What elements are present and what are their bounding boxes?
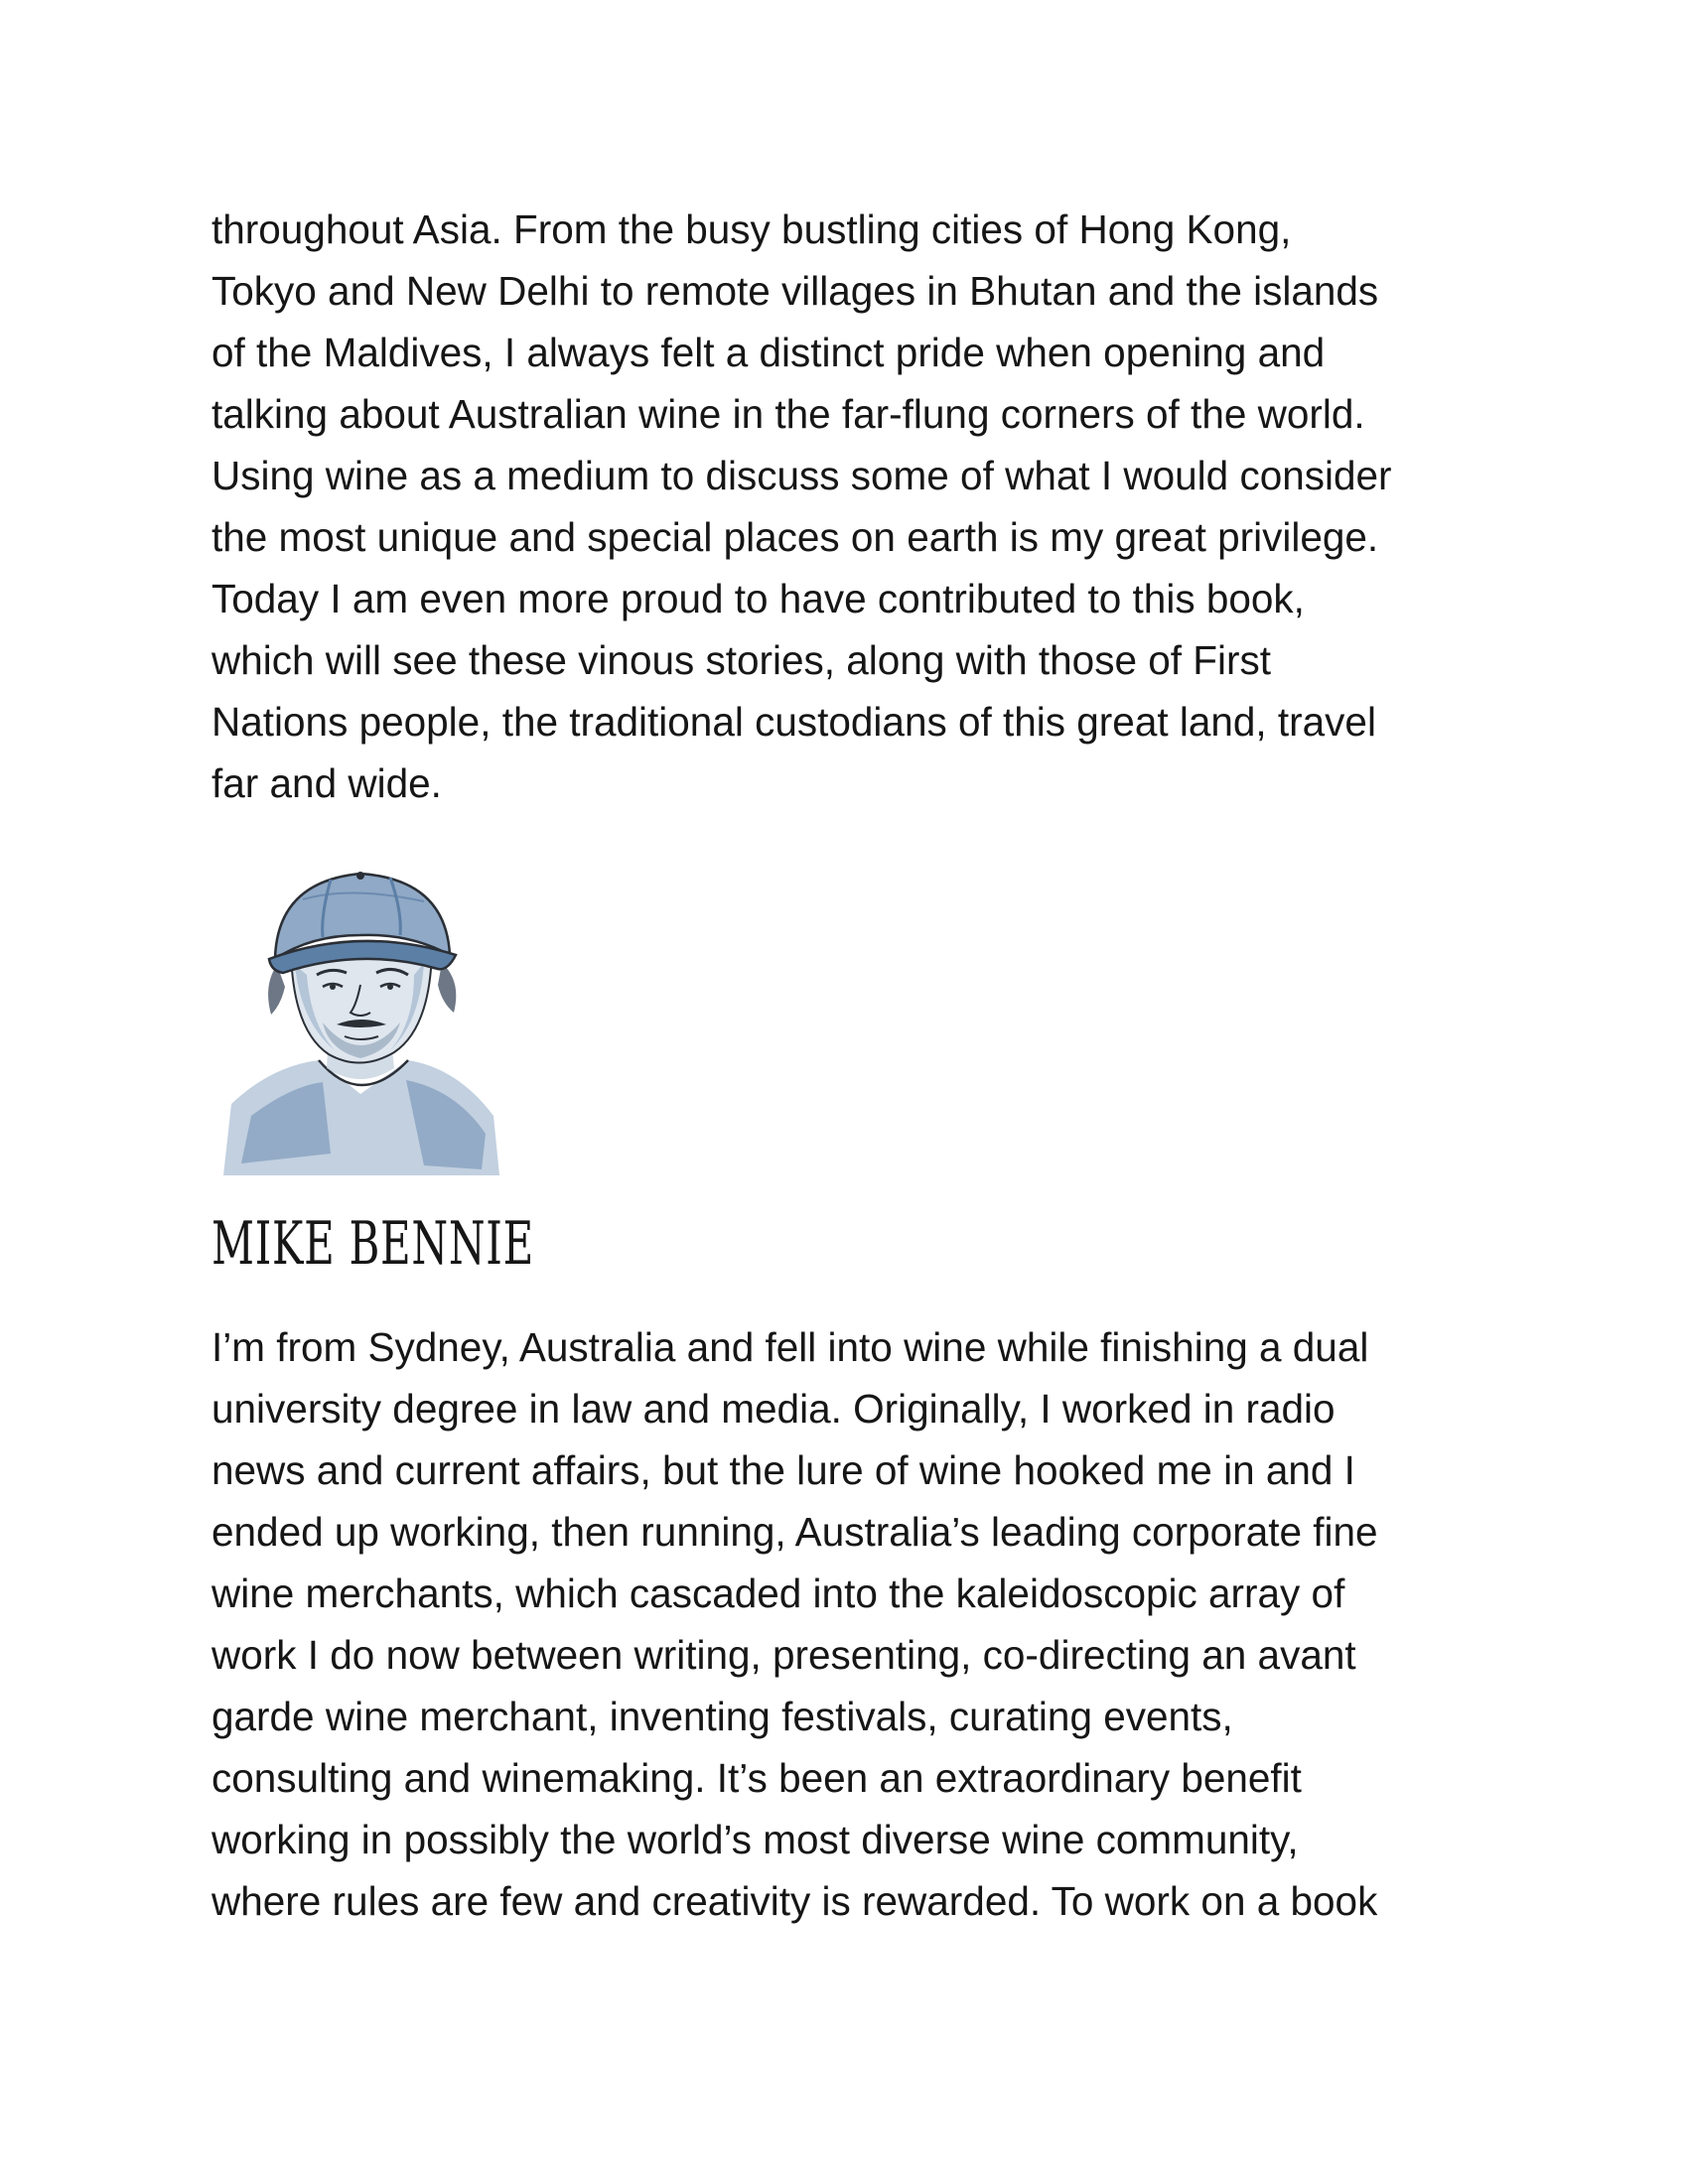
bio-line: work I do now between writing, presenting, co-directing an avant: [211, 1632, 1356, 1678]
intro-line: the most unique and special places on earth is my great privilege.: [211, 514, 1379, 560]
bio-line: where rules are few and creativity is rewarded. To work on a book: [211, 1878, 1378, 1924]
author-name-heading: MIKE BENNIE: [211, 1209, 534, 1279]
bio-line: university degree in law and media. Originally, I worked in radio: [211, 1386, 1336, 1432]
intro-line: throughout Asia. From the busy bustling cities of Hong Kong,: [211, 206, 1292, 252]
intro-paragraph: [211, 199, 1502, 814]
intro-line: talking about Australian wine in the far-flung corners of the world.: [211, 391, 1365, 437]
intro-line: which will see these vinous stories, along with those of First: [211, 637, 1271, 683]
intro-line: far and wide.: [211, 760, 442, 806]
intro-line: Using wine as a medium to discuss some of what I would consider: [211, 453, 1392, 498]
bio-paragraph: [211, 1316, 1502, 1932]
intro-line: Nations people, the traditional custodians of this great land, travel: [211, 699, 1376, 745]
bio-line: news and current affairs, but the lure of wine hooked me in and I: [211, 1447, 1355, 1493]
bio-line: garde wine merchant, inventing festivals, curating events,: [211, 1694, 1233, 1739]
bio-line: consulting and winemaking. It’s been an extraordinary benefit: [211, 1755, 1302, 1801]
intro-line: Today I am even more proud to have contributed to this book,: [211, 576, 1305, 621]
watercolour-portrait-cap-icon: [211, 856, 509, 1183]
bio-line: wine merchants, which cascaded into the kaleidoscopic array of: [211, 1570, 1345, 1616]
intro-line: of the Maldives, I always felt a distinct pride when opening and: [211, 330, 1326, 375]
intro-line: Tokyo and New Delhi to remote villages in Bhutan and the islands: [211, 268, 1379, 314]
bio-line: ended up working, then running, Australia’s leading corporate fine: [211, 1509, 1378, 1555]
bio-line: working in possibly the world’s most diverse wine community,: [211, 1817, 1299, 1862]
author-portrait: [211, 856, 509, 1183]
bio-line: I’m from Sydney, Australia and fell into wine while finishing a dual: [211, 1324, 1369, 1370]
